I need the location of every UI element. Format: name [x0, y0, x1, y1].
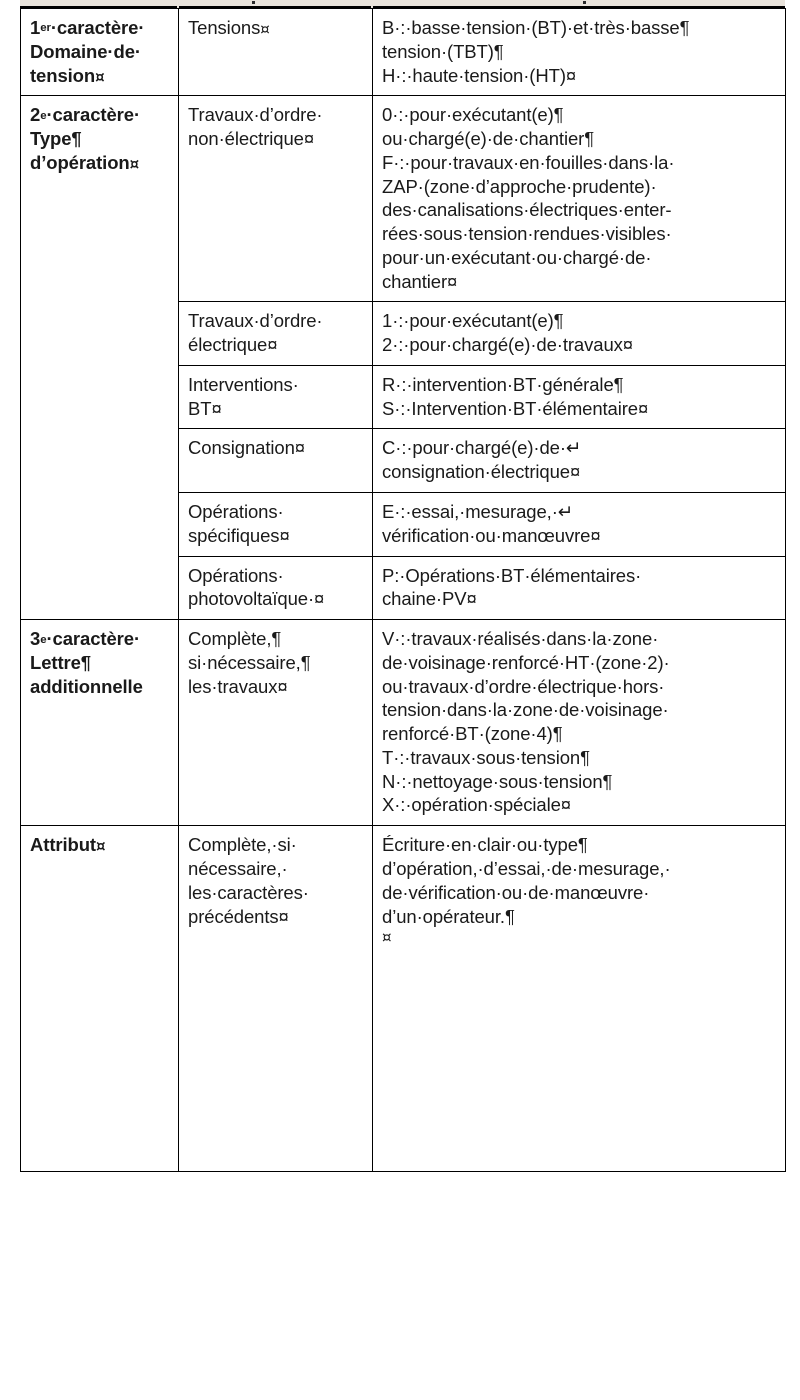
cell-categorie-operations-photovoltaique	[179, 556, 373, 620]
table-row	[21, 620, 786, 826]
categorie-line: Travaux·d’ordre·	[188, 104, 323, 126]
table-row	[21, 96, 786, 302]
signification-line: B·:·basse·tension·(BT)·et·très·basse¶	[382, 17, 690, 38]
cell-categorie-operations-specifiques	[179, 493, 373, 557]
signification-line: rées·sous·tension·rendues·visibles·	[382, 223, 672, 245]
signification-line: vérification·ou·manœuvre¤	[382, 524, 601, 546]
categorie-line: spécifiques¤	[188, 524, 290, 546]
cell-categorie-travaux-electrique	[179, 302, 373, 366]
categorie-label: Tensions	[188, 17, 261, 38]
signification-line: tension·(TBT)¶	[382, 40, 504, 62]
cut-off-header-strip	[20, 0, 785, 8]
cell-signification-lettre-additionnelle	[373, 620, 786, 826]
categorie-line: Travaux·d’ordre·	[188, 310, 323, 332]
ordinal-suffix: e	[40, 109, 47, 122]
cell-signification-travaux-non-electrique	[373, 96, 786, 302]
categorie-line: Complète,·si·	[188, 834, 297, 856]
categorie-line: les·travaux¤	[188, 675, 288, 697]
signification-line: Écriture·en·clair·ou·type¶	[382, 834, 588, 856]
cell-signification-consignation	[373, 429, 786, 493]
cell-signification-operations-specifiques	[373, 493, 786, 557]
signification-line: de·voisinage·renforcé·HT·(zone·2)·	[382, 651, 670, 673]
ordinal-number: 3	[30, 628, 41, 650]
categorie-line: Opérations·	[188, 501, 284, 523]
cell-caractere-3	[21, 620, 179, 826]
signification-line: 0·:·pour·exécutant(e)¶	[382, 104, 564, 126]
ordinal-suffix: e	[40, 633, 47, 646]
signification-line: P:·Opérations·BT·élémentaires·	[382, 564, 642, 586]
caractere-line-2: Type¶	[30, 128, 82, 150]
cell-caractere-1	[21, 9, 179, 96]
categorie-line: photovoltaïque·¤	[188, 588, 325, 610]
ordinal-number: 1	[30, 17, 41, 38]
signification-line: consignation·électrique¤	[382, 461, 581, 483]
signification-line: X·:·opération·spéciale¤	[382, 794, 571, 816]
signification-line: S·:·Intervention·BT·élémentaire¤	[382, 397, 649, 419]
caractere-line-3: d’opération	[30, 151, 130, 173]
cell-end-mark: ¤	[260, 20, 270, 38]
caractere-label: ·caractère·	[46, 628, 140, 650]
cell-end-mark: ¤	[129, 154, 140, 173]
column-seam-2	[371, 0, 373, 8]
signification-line: ou·travaux·d’ordre·électrique·hors·	[382, 675, 665, 697]
categorie-line: Interventions·	[188, 373, 299, 395]
signification-line: E·:·essai,·mesurage,·↵	[382, 501, 574, 523]
ordinal-number: 2	[30, 104, 41, 126]
signification-line: H·:·haute·tension·(HT)¤	[382, 64, 577, 86]
caractere-line-3: tension	[30, 64, 96, 86]
signification-line: 2·:·pour·chargé(e)·de·travaux¤	[382, 334, 633, 356]
cell-end-mark: ¤	[95, 67, 105, 86]
categorie-line: précédents¤	[188, 905, 289, 927]
descender-mark-2	[583, 1, 586, 4]
signification-line: pour·un·exécutant·ou·chargé·de·	[382, 246, 652, 268]
caractere-label: ·caractère·	[50, 17, 145, 38]
signification-line: T·:·travaux·sous·tension¶	[382, 746, 590, 768]
column-seam-1	[177, 0, 179, 8]
caractere-line-3: additionnelle	[30, 675, 143, 697]
table-container	[20, 8, 785, 1172]
categorie-line: BT¤	[188, 397, 222, 419]
attribut-label: Attribut	[30, 834, 96, 856]
cell-categorie-travaux-non-electrique	[179, 96, 373, 302]
signification-line: V·:·travaux·réalisés·dans·la·zone·	[382, 628, 659, 650]
categorie-line: si·nécessaire,¶	[188, 651, 311, 673]
ordinal-suffix: er	[40, 22, 51, 35]
signification-line: F·:·pour·travaux·en·fouilles·dans·la·	[382, 151, 675, 173]
cell-categorie-tensions	[179, 9, 373, 96]
signification-line: ZAP·(zone·d’approche·prudente)·	[382, 175, 657, 197]
signification-line: d’un·opérateur.¶	[382, 905, 515, 927]
categorie-line: Opérations·	[188, 564, 284, 586]
signification-line: ou·chargé(e)·de·chantier¶	[382, 128, 595, 150]
cell-caractere-2	[21, 96, 179, 620]
cell-categorie-complete-caracteres	[179, 826, 373, 1172]
cell-signification-interventions-bt	[373, 365, 786, 429]
cell-end-mark: ¤	[382, 928, 392, 947]
categorie-line: Complète,¶	[188, 628, 282, 650]
cell-categorie-interventions-bt	[179, 365, 373, 429]
caractere-line-2: Lettre¶	[30, 651, 91, 673]
cell-signification-operations-photovoltaique	[373, 556, 786, 620]
caractere-line-2: Domaine·de·	[30, 40, 141, 62]
signification-line: de·vérification·ou·de·manœuvre·	[382, 881, 650, 903]
cell-categorie-consignation	[179, 429, 373, 493]
signification-line: chaine·PV¤	[382, 588, 477, 610]
signification-line: tension·dans·la·zone·de·voisinage·	[382, 699, 669, 721]
signification-line: R·:·intervention·BT·générale¶	[382, 373, 624, 395]
signification-line: N·:·nettoyage·sous·tension¶	[382, 770, 613, 792]
signification-line: renforcé·BT·(zone·4)¶	[382, 723, 563, 745]
signification-line: 1·:·pour·exécutant(e)¶	[382, 310, 564, 332]
signification-line: des·canalisations·électriques·enter-	[382, 199, 672, 221]
cell-end-mark: ¤	[95, 837, 106, 856]
categorie-line: nécessaire,·	[188, 857, 288, 879]
categorie-line: non·électrique¤	[188, 128, 315, 150]
cell-attribut	[21, 826, 179, 1172]
cell-signification-travaux-electrique	[373, 302, 786, 366]
categorie-line: Consignation¤	[188, 437, 305, 459]
habilitation-codification-table	[20, 8, 786, 1172]
categorie-line: les·caractères·	[188, 881, 309, 903]
cell-signification-attribut	[373, 826, 786, 1172]
cell-signification-tensions	[373, 9, 786, 96]
table-row	[21, 9, 786, 96]
signification-line: C·:·pour·chargé(e)·de·↵	[382, 437, 582, 459]
categorie-line: électrique¤	[188, 334, 278, 356]
signification-line: chantier¤	[382, 270, 458, 292]
table-row	[21, 826, 786, 1172]
caractere-label: ·caractère·	[46, 104, 140, 126]
signification-line: d’opération,·d’essai,·de·mesurage,·	[382, 857, 671, 879]
descender-mark-1	[252, 1, 255, 4]
cell-categorie-complete-travaux	[179, 620, 373, 826]
